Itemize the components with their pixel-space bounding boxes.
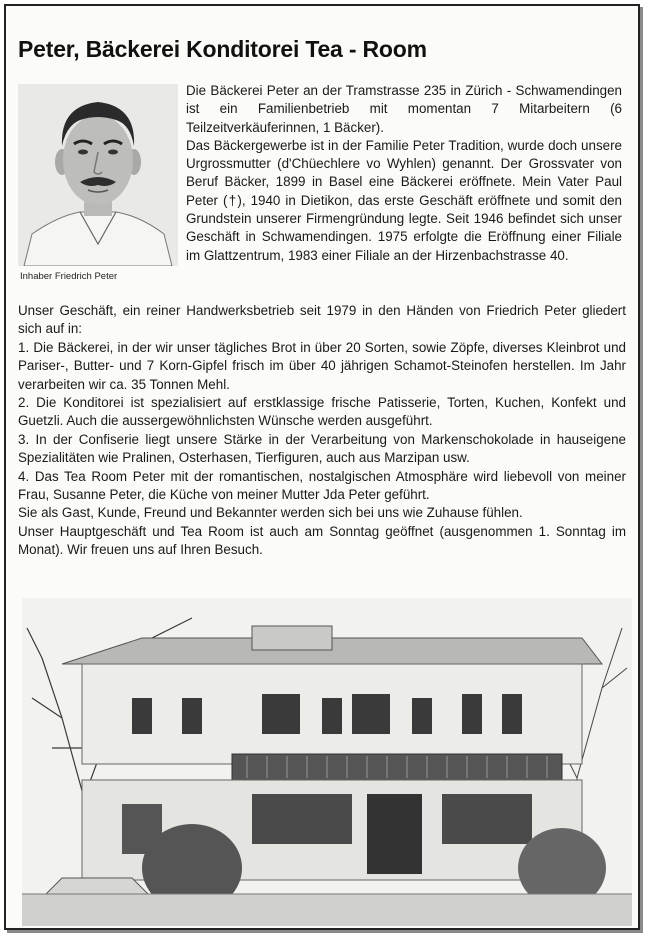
body-paragraph: Unser Hauptgeschäft und Tea Room ist auch am Sonntag geöffnet (ausgenommen 1. Sonntag im Monat). Wir freuen uns auf Ihren Besuch. [18, 523, 626, 558]
body-text [18, 302, 626, 560]
intro-paragraph: Das Bäckergewerbe ist in der Familie Peter Tradition, wurde doch unsere Urgrossmutter (d'Chüechlere vo Wyhlen) genannt. Der Grossvater von Beruf Bäcker, 1899 in Basel eine Bäckerei eröffnete. Mein Vater Paul Peter (†), 1940 in Dietikon, das erste Geschäft eröffnete und somit den Grundstein unserer Firmengründung legte. Seit 1946 befindet sich unser Geschäft in Schwamendingen. 1975 erfolgte die Eröffnung einer Filiale im Glattzentrum, 1983 einer Filiale an der Hirzenbachstrasse 40. [186, 137, 622, 263]
body-paragraph: 2. Die Konditorei ist spezialisiert auf erstklassige frische Patisserie, Torten, Kuchen, Konfekt und Guetzli. Auch die aussergewöhnlichsten Wünsche werden ausgeführt. [18, 395, 626, 429]
body-paragraph: Sie als Gast, Kunde, Freund und Bekannter werden sich bei uns wie Zuhause fühlen. [18, 505, 523, 521]
bakery-building-photo [22, 598, 632, 926]
owner-portrait [18, 84, 178, 266]
body-paragraph: Unser Geschäft, ein reiner Handwerksbetrieb seit 1979 in den Händen von Friedrich Peter gliedert sich auf in: [18, 303, 626, 337]
intro-paragraph: Die Bäckerei Peter an der Tramstrasse 235 in Zürich - Schwamendingen ist ein Familienbetrieb mit momentan 7 Mitarbeitern (6 Teilzeitverkäuferinnen, 1 Bäcker). [186, 83, 622, 135]
portrait-caption: Inhaber Friedrich Peter [20, 271, 118, 282]
body-paragraph: 1. Die Bäckerei, in der wir unser tägliches Brot in über 20 Sorten, sowie Zöpfe, diverses Kleinbrot und Pariser-, Butter- und 7 Korn-Gipfel frisch im über 40 jährigen Schamot-Steinofen herstellen. Im Jahr verarbeiten wir ca. 35 Tonnen Mehl. [18, 339, 626, 392]
body-paragraph: 3. In der Confiserie liegt unsere Stärke in der Verarbeitung von Markenschokolade in hauseigene Spezialitäten wie Pralinen, Osterhasen, Tierfiguren, auch aus Marzipan usw. [18, 431, 626, 466]
intro-text [186, 82, 622, 265]
page-title: Peter, Bäckerei Konditorei Tea - Room [18, 36, 427, 62]
body-paragraph: 4. Das Tea Room Peter mit der romantischen, nostalgischen Atmosphäre wird liebevoll von meiner Frau, Susanne Peter, die Küche von meiner Mutter Jda Peter geführt. [18, 468, 626, 503]
document-page [4, 4, 640, 930]
